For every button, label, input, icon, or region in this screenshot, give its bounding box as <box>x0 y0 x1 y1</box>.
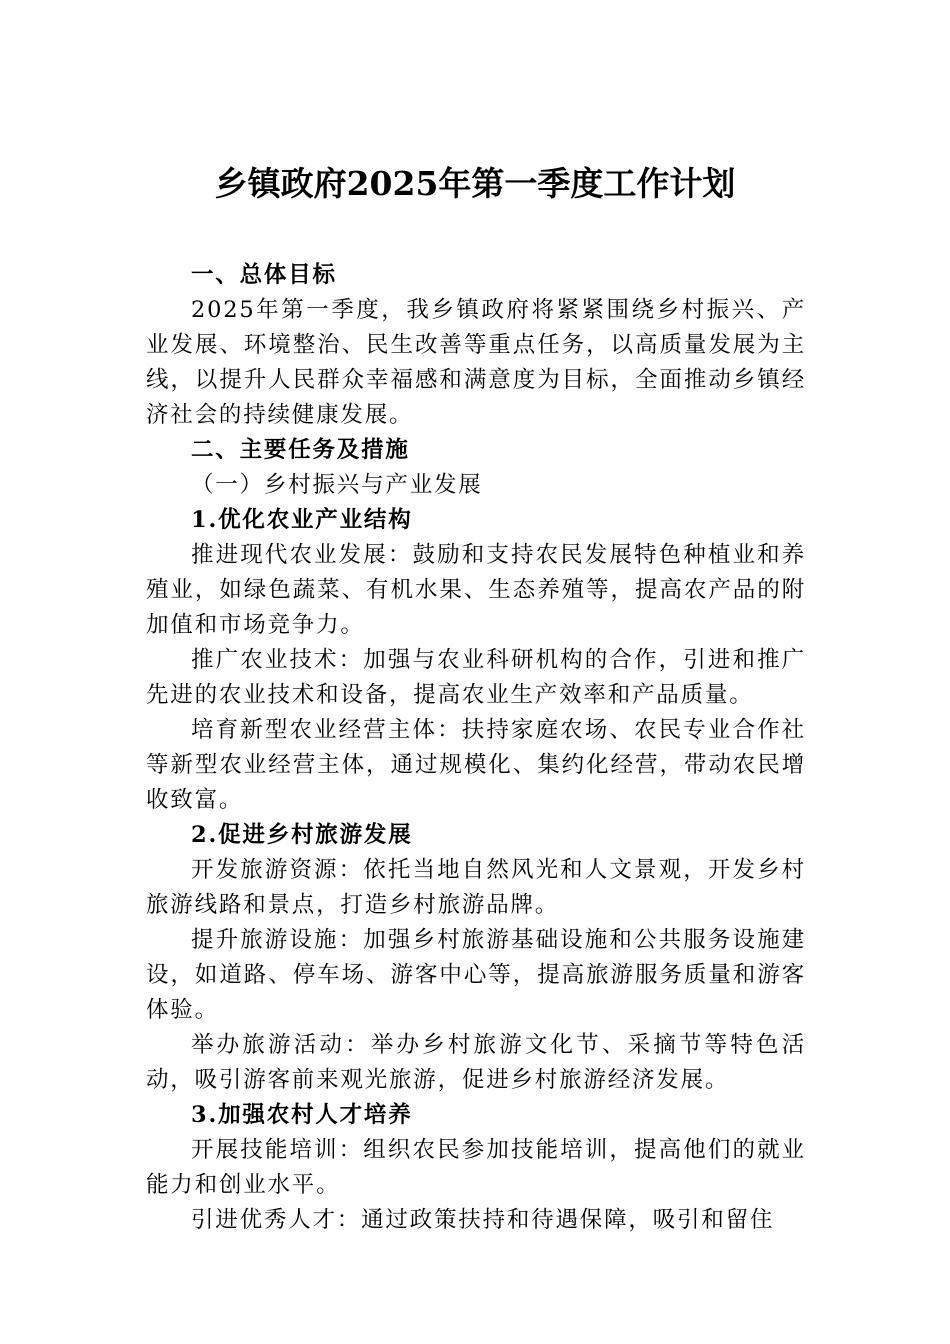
item-heading-agriculture-structure: 1.优化农业产业结构 <box>191 507 413 533</box>
section-heading-main-tasks: 二、主要任务及措施 <box>191 437 410 463</box>
paragraph-tourism-activities: 举办旅游活动：举办乡村旅游文化节、采摘节等特色活动，吸引游客前来观光旅游，促进乡村旅游经济发展。 <box>146 1032 806 1093</box>
document-title: 乡镇政府2025年第一季度工作计划 <box>214 164 736 203</box>
paragraph-overall-goal: 2025年第一季度，我乡镇政府将紧紧围绕乡村振兴、产业发展、环境整治、民生改善等重点任务，以高质量发展为主线，以提升人民群众幸福感和满意度为目标，全面推动乡镇经济社会的持续健康发展。 <box>146 297 806 428</box>
item-heading-talent-training: 3.加强农村人才培养 <box>191 1102 413 1128</box>
subsection-heading-rural-revitalization: （一）乡村振兴与产业发展 <box>191 472 483 498</box>
paragraph-modern-agriculture: 推进现代农业发展：鼓励和支持农民发展特色种植业和养殖业，如绿色蔬菜、有机水果、生态养殖等，提高农产品的附加值和市场竞争力。 <box>146 542 806 638</box>
paragraph-skills-training: 开展技能培训：组织农民参加技能培训，提高他们的就业能力和创业水平。 <box>146 1137 806 1198</box>
paragraph-attract-talent: 引进优秀人才：通过政策扶持和待遇保障，吸引和留住 <box>191 1207 775 1233</box>
paragraph-new-operators: 培育新型农业经营主体：扶持家庭农场、农民专业合作社等新型农业经营主体，通过规模化、集约化经营，带动农民增收致富。 <box>146 717 806 813</box>
paragraph-tourism-resources: 开发旅游资源：依托当地自然风光和人文景观，开发乡村旅游线路和景点，打造乡村旅游品牌。 <box>146 857 806 918</box>
item-heading-rural-tourism: 2.促进乡村旅游发展 <box>191 822 413 848</box>
section-heading-overall-goal: 一、总体目标 <box>191 262 337 288</box>
document-body <box>146 258 806 1238</box>
paragraph-agri-tech: 推广农业技术：加强与农业科研机构的合作，引进和推广先进的农业技术和设备，提高农业生产效率和产品质量。 <box>146 647 806 708</box>
paragraph-tourism-facilities: 提升旅游设施：加强乡村旅游基础设施和公共服务设施建设，如道路、停车场、游客中心等，提高旅游服务质量和游客体验。 <box>146 927 806 1023</box>
